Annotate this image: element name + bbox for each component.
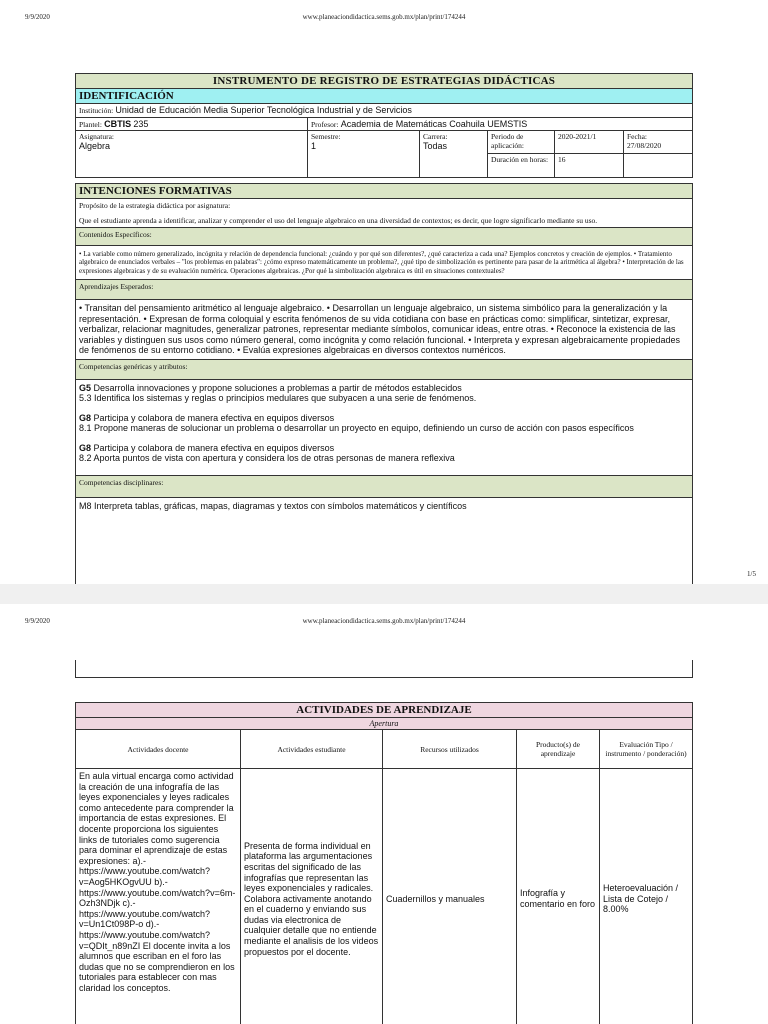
page-number: 1/5 <box>747 570 756 578</box>
apertura-heading: Apertura <box>76 718 692 730</box>
plantel-value-bold: CBTIS <box>104 119 132 129</box>
aprendizajes-label: Aprendizajes Esperados: <box>76 280 692 300</box>
asignatura-label: Asignatura: <box>79 132 114 141</box>
actividad-docente-cell: En aula virtual encarga como actividad la creación de una infografía de las leyes exponenciales y leyes radicales como antecedente para comprender la importancia de estas expresiones. El docente proporciona los siguientes links de tutoriales como sugerencia para dominar el aprendizaje de estas expresiones: a).- https://www.youtube.com/watch?v=Aog5HKOgvUU b).- https://www.youtube.com/watch?v=6m-Ozh3NDjk c).- https://www.youtube.com/watch?v=Un1Ct098P-o d).- https://www.youtube.com/watch?v=QDIt_n89nZI El docente invita a los alumnos que escriban en el foro las dudas que no se comprendieron en los tutoriales para establecer con mas claridad los conceptos. <box>76 769 241 1024</box>
competencias-disciplinares-text: M8 Interpreta tablas, gráficas, mapas, diagramas y textos con símbolos matemáticos y científicos <box>79 500 467 511</box>
intenciones-heading: INTENCIONES FORMATIVAS <box>76 184 692 199</box>
competencia-item: G5 Desarrolla innovaciones y propone soluciones a problemas a partir de métodos establecidos 5.3 Identifica los sistemas y reglas o principios medulares que subyacen a una serie de fenómenos. <box>79 382 477 404</box>
evaluacion-text: Heteroevaluación / Lista de Cotejo / 8.00% <box>603 883 679 915</box>
asignatura-row <box>76 131 692 177</box>
semestre-value: 1 <box>311 141 317 151</box>
competencias-disciplinares-label: Competencias disciplinares: <box>76 476 692 498</box>
competencias-genericas-label: Competencias genéricas y atributos: <box>76 360 692 380</box>
profesor-label: Profesor: <box>311 120 339 129</box>
intenciones-table <box>75 183 693 584</box>
print-date: 9/9/2020 <box>25 13 50 21</box>
actividades-header-row <box>76 730 692 769</box>
plantel-value: 235 <box>133 119 149 129</box>
competencia-item: G8 Participa y colabora de manera efectiva en equipos diversos 8.1 Propone maneras de solucionar un problema o desarrollar un proyecto en equipo, definiendo un curso de acción con pasos específicos <box>79 412 634 434</box>
institucion-row <box>76 104 692 118</box>
col-actividades-docente: Actividades docente <box>76 730 241 768</box>
actividades-table <box>75 702 693 1024</box>
actividad-estudiante-text: Presenta de forma individual en plataforma las argumentaciones escritas del significado de las infografías que representan las leyes exponenciales y radicales. Colabora activamente anotando en el cuaderno y enviando sus dudas via electronica de cualquier detalle que no entiende mediante el analisis de los videos propuestos por el docente. <box>244 840 379 957</box>
semestre-label: Semestre: <box>311 132 341 141</box>
competencia-item: G8 Participa y colabora de manera efectiva en equipos diversos 8.2 Aporta puntos de vista con apertura y considera los de otras personas de manera reflexiva <box>79 442 455 464</box>
recursos-text: Cuadernillos y manuales <box>386 893 485 904</box>
proposito-section <box>76 199 692 228</box>
col-productos: Producto(s) de aprendizaje <box>517 730 600 768</box>
carrera-label: Carrera: <box>423 132 448 141</box>
print-url: www.planeaciondidactica.sems.gob.mx/plan/print/174244 <box>302 13 466 21</box>
contenidos-label: Contenidos Específicos: <box>76 228 692 246</box>
proposito-label: Propósito de la estrategia didáctica por asignatura: <box>79 201 231 210</box>
recursos-cell <box>383 769 517 1024</box>
table-continuation <box>75 660 693 678</box>
duracion-value: 16 <box>555 154 624 177</box>
plantel-label: Plantel: <box>79 120 102 129</box>
plantel-row <box>76 118 692 131</box>
aprendizajes-text: • Transitan del pensamiento aritmético al lenguaje algebraico. • Desarrollan un lenguaje algebraico, un sistema simbólico para la generalización y la representación. • Expresan de forma coloquial y escrita fenómenos de su vida cotidiana con base en prácticas como: simplificar, sintetizar, expresar, verbalizar, relacionar magnitudes, generalizar patrones, representar mediante símbolos, comunicar ideas, entre otras. • Reconoce la existencia de las variables y distinguen sus usos como número general, como incógnita y como relación funcional. • Interpreta y expresan algebraicamente propiedades de fenómenos de su entorno cotidiano. • Evalúa expresiones algebraicas en diversos contextos numéricos. <box>76 300 692 360</box>
duracion-label: Duración en horas: <box>488 154 555 177</box>
fecha-label: Fecha: <box>627 132 647 141</box>
actividad-estudiante-cell <box>241 769 383 1024</box>
table-row <box>76 769 692 1024</box>
profesor-value: Academia de Matemáticas Coahuila UEMSTIS <box>340 119 528 129</box>
col-recursos: Recursos utilizados <box>383 730 517 768</box>
actividades-heading: ACTIVIDADES DE APRENDIZAJE <box>76 703 692 718</box>
periodo-value: 2020-2021/1 <box>555 131 624 153</box>
contenidos-text: • La variable como número generalizado, incógnita y relación de dependencia funcional: ¿cuándo y por qué son diferentes?, ¿qué caracteriza a cada una? Ejemplos concretos y creación de ejemplos. • Tratamiento algebraico de enunciados verbales – "los problemas en palabras": ¿cómo expreso matemáticamente un problema?, ¿qué tipo de simbolización es pertinente para pasar de la aritmética al álgebra? • Interpretación de las expresiones algebraicas y de su evaluación numérica. Operaciones algebraicas. ¿Por qué la simbolización algebraica es útil en situaciones contextuales? <box>76 246 692 280</box>
institucion-value: Unidad de Educación Media Superior Tecnológica Industrial y de Servicios <box>115 105 412 115</box>
periodo-label: Periodo de aplicación: <box>488 131 555 153</box>
identificacion-heading: IDENTIFICACIÓN <box>76 89 692 104</box>
print-date: 9/9/2020 <box>25 617 50 625</box>
institucion-label: Institución: <box>79 106 114 115</box>
document-title: INSTRUMENTO DE REGISTRO DE ESTRATEGIAS DIDÁCTICAS <box>76 74 692 89</box>
proposito-text: Que el estudiante aprenda a identificar, analizar y comprender el uso del lenguaje algebraico en una diversidad de contextos; es decir, que logre significarlo mediante su uso. <box>79 216 598 225</box>
fecha-value: 27/08/2020 <box>627 141 662 150</box>
print-url: www.planeaciondidactica.sems.gob.mx/plan/print/174244 <box>302 617 466 625</box>
evaluacion-cell <box>600 769 692 1024</box>
asignatura-value: Algebra <box>79 141 111 151</box>
productos-cell <box>517 769 600 1024</box>
carrera-value: Todas <box>423 141 448 151</box>
competencias-list <box>76 380 692 476</box>
identificacion-table <box>75 73 693 178</box>
col-evaluacion: Evaluación Tipo / instrumento / ponderación) <box>605 740 687 758</box>
productos-text: Infografía y comentario en foro <box>520 888 596 909</box>
col-actividades-estudiante: Actividades estudiante <box>241 730 383 768</box>
page-2 <box>0 604 768 1024</box>
